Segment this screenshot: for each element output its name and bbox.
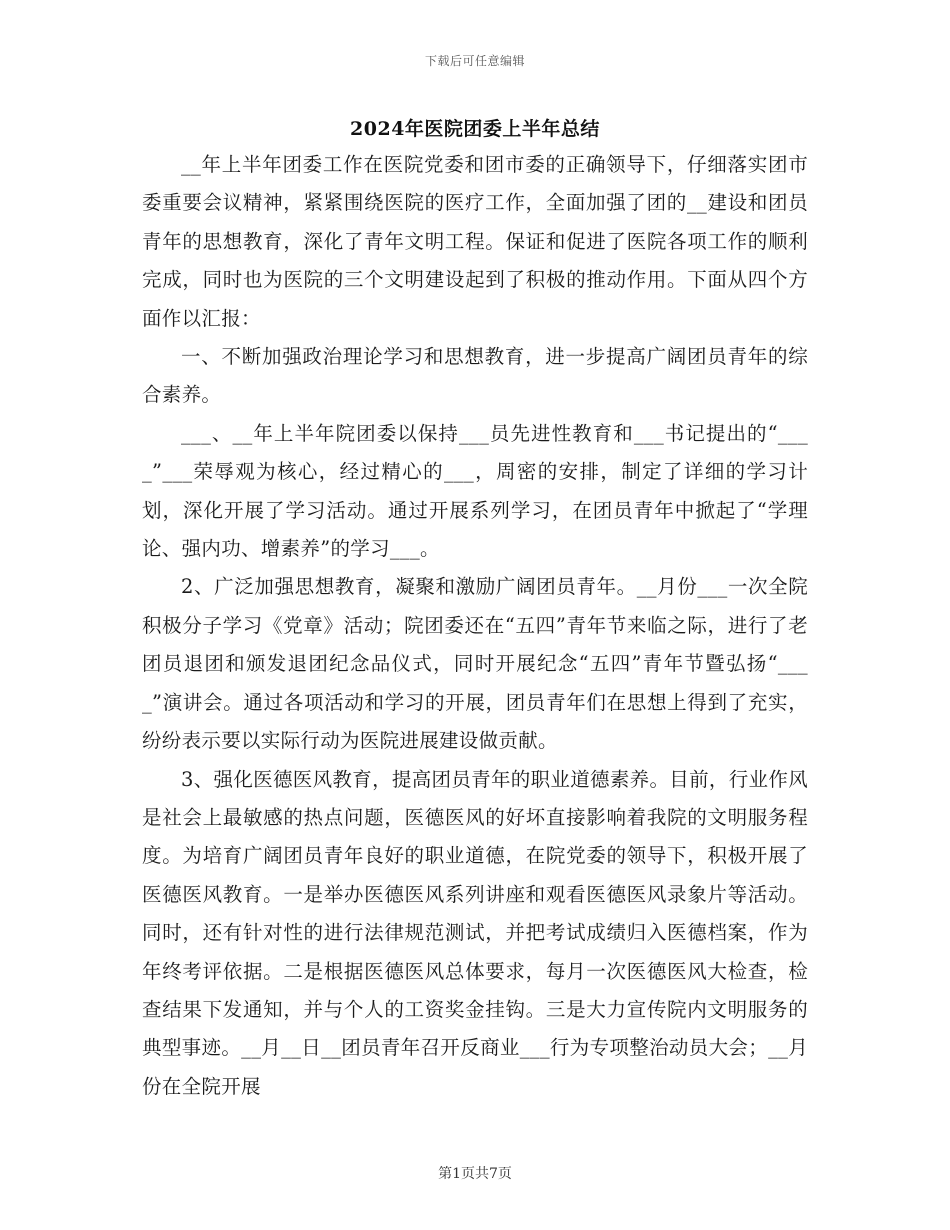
paragraph-item-3: 3、强化医德医风教育，提高团员青年的职业道德素养。目前，行业作风是社会上最敏感的热点问题，医德医风的好坏直接影响着我院的文明服务程度。为培育广阔团员青年良好的职业道德，在院党委的领导下，积极开展了医德医风教育。一是举办医德医风系列讲座和观看医德医风录象片等活动。同时，还有针对性的进行法律规范测试，并把考试成绩归入医德档案，作为年终考评依据。二是根据医德医风总体要求，每月一次医德医风大检查，检查结果下发通知，并与个人的工资奖金挂钩。三是大力宣传院内文明服务的典型事迹。__月__日__团员青年召开反商业___行为专项整治动员大会；__月份在全院开展 (142, 767, 808, 1098)
document-title: 2024年医院团委上半年总结 (350, 118, 600, 140)
paragraph-intro: __年上半年团委工作在医院党委和团市委的正确领导下，仔细落实团市委重要会议精神，紧紧围绕医院的医疗工作，全面加强了团的__建设和团员青年的思想教育，深化了青年文明工程。保证和促进了医院各项工作的顺利完成，同时也为医院的三个文明建设起到了积极的推动作用。下面从四个方面作以汇报： (142, 153, 808, 330)
document-body (142, 146, 808, 1106)
paragraph-item-2: 2、广泛加强思想教育，凝聚和激励广阔团员青年。__月份___一次全院积极分子学习《党章》活动；院团委还在“五四”青年节来临之际，进行了老团员退团和颁发退团纪念品仪式，同时开展纪念“五四”青年节暨弘扬“____”演讲会。通过各项活动和学习的开展，团员青年们在思想上得到了充实，纷纷表示要以实际行动为医院进展建设做贡献。 (142, 575, 808, 753)
page-header-note: 下载后可任意编辑 (424, 54, 525, 68)
paragraph-section-1-heading: 一、不断加强政治理论学习和思想教育，进一步提高广阔团员青年的综合素养。 (142, 345, 808, 407)
paragraph-item-1: ___、__年上半年院团委以保持___员先进性教育和___书记提出的“____”___荣辱观为核心，经过精心的___，周密的安排，制定了详细的学习计划，深化开展了学习活动。通过开展系列学习，在团员青年中掀起了“学理论、强内功、增素养”的学习___。 (142, 421, 808, 561)
page-number-footer: 第1页共7页 (438, 1166, 512, 1182)
